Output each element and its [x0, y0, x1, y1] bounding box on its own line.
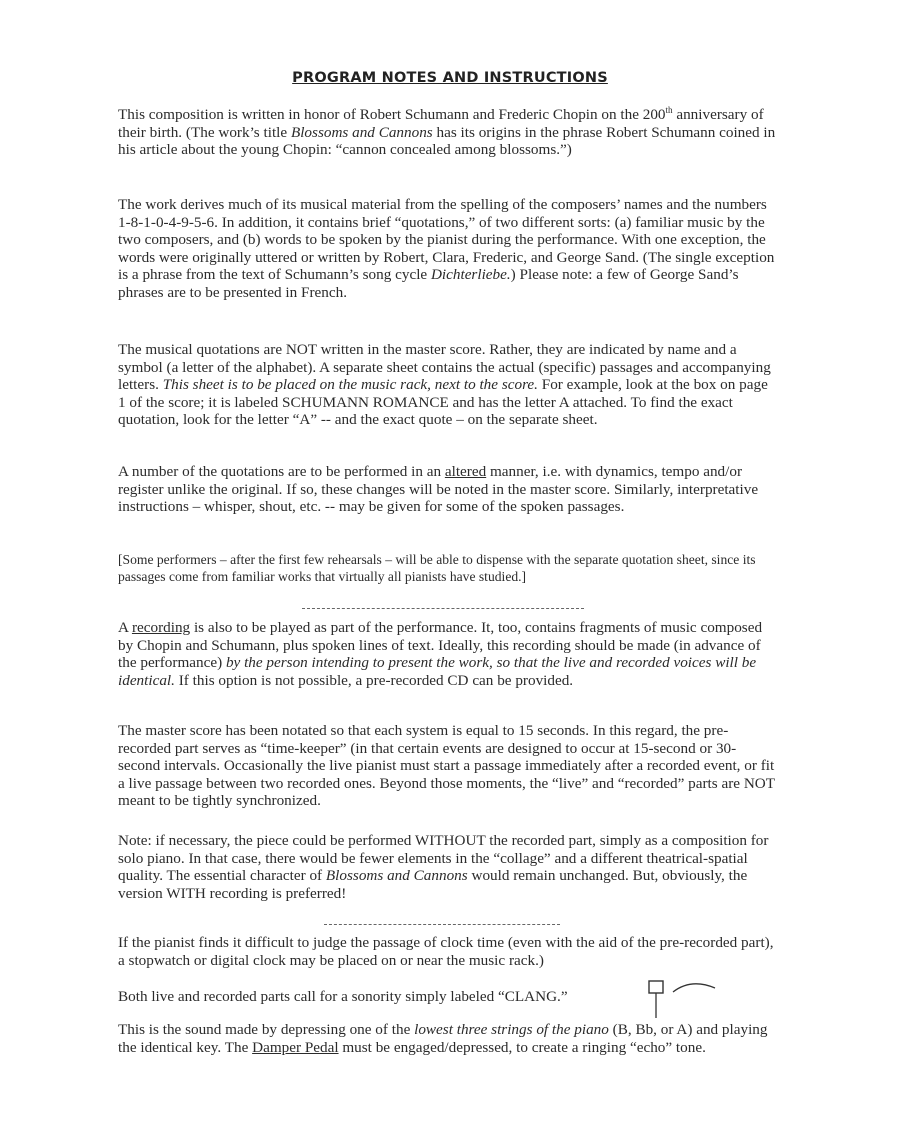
paragraph-clang: Both live and recorded parts call for a sonority simply labeled “CLANG.”	[118, 988, 568, 1005]
paragraph-musical-quotations: The musical quotations are NOT written in the master score. Rather, they are indicated by name and a symbol (a letter of the alphabet). A separate sheet contains the actual (specific) passages and accompanying letters. This sheet is to be placed on the music rack, next to the score. For example, look at the box on page 1 of the score; it is labeled SCHUMANN ROMANCE and has the letter A attached. To find the exact quotation, look for the letter “A” -- and the exact quote – on the separate sheet.	[118, 341, 771, 429]
paragraph-without-recording: Note: if necessary, the piece could be performed WITHOUT the recorded part, simply as a composition for solo piano. In that case, there would be fewer elements in the “collage” and a different theatrical-spatial quality. The essential character of Blossoms and Cannons would remain unchanged. But, obviously, the version WITH recording is preferred!	[118, 832, 769, 902]
section-divider	[324, 924, 560, 925]
paragraph-clock-time: If the pianist finds it difficult to judge the passage of clock time (even with the aid of the pre-recorded part), a stopwatch or digital clock may be placed on or near the music rack.)	[118, 934, 774, 969]
page-title: PROGRAM NOTES AND INSTRUCTIONS	[292, 70, 608, 86]
paragraph-master-score-timing: The master score has been notated so that each system is equal to 15 seconds. In this regard, the pre-recorded part serves as “time-keeper” (in that certain events are designed to occur at 15-second or 30-second intervals. Occasionally the live pianist must start a passage immediately after a recorded event, or fit a live passage between two recorded ones. Beyond those moments, the “live” and “recorded” parts are NOT meant to be tightly synchronized.	[118, 722, 775, 810]
paragraph-bracket-note: [Some performers – after the first few rehearsals – will be able to dispense with the separate quotation sheet, since its passages come from familiar works that virtually all pianists have studied.]	[118, 552, 756, 584]
paragraph-recording: A recording is also to be played as part of the performance. It, too, contains fragments of music composed by Chopin and Schumann, plus spoken lines of text. Ideally, this recording should be made (in advance of the performance) by the person intending to present the work, so that the live and recorded voices will be identical. If this option is not possible, a pre-recorded CD can be provided.	[118, 619, 763, 689]
paragraph-musical-material: The work derives much of its musical material from the spelling of the composers’ names and the numbers 1-8-1-0-4-9-5-6. In addition, it contains brief “quotations,” of two different sorts: (a) familiar music by the two composers, and (b) words to be spoken by the pianist during the performance. With one exception, the words were originally uttered or written by Robert, Clara, Frederic, and George Sand. (The single exception is a phrase from the text of Schumann’s song cycle Dichterliebe.) Please note: a few of George Sand’s phrases are to be presented in French.	[118, 196, 775, 301]
section-divider	[302, 608, 584, 609]
paragraph-dedication: This composition is written in honor of Robert Schumann and Frederic Chopin on the 200th anniversary of their birth. (The work’s title Blossoms and Cannons has its origins in the phrase Robert Schumann coined in his article about the young Chopin: “cannon concealed among blossoms.”)	[118, 104, 776, 159]
paragraph-altered-quotations: A number of the quotations are to be performed in an altered manner, i.e. with dynamics, tempo and/or register unlike the original. If so, these changes will be noted in the master score. Similarly, interpretative instructions – whisper, shout, etc. -- may be given for some of the spoken passages.	[118, 463, 759, 516]
clang-notation-icon	[643, 978, 723, 1022]
paragraph-damper-pedal: This is the sound made by depressing one of the lowest three strings of the piano (B, Bb, or A) and playing the identical key. The Damper Pedal must be engaged/depressed, to create a ringing “echo” tone.	[118, 1021, 768, 1056]
